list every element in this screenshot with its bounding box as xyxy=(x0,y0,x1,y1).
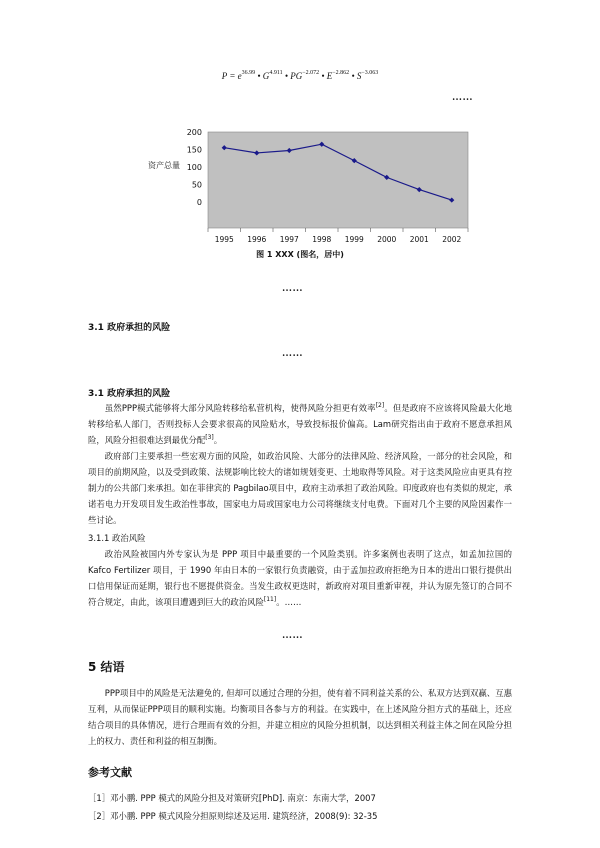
formula-term: • PG xyxy=(282,71,303,81)
body-paragraphs xyxy=(88,685,512,749)
x-tick-label: 2002 xyxy=(442,235,462,244)
asset-chart xyxy=(130,128,475,248)
paragraph: 政府部门主要承担一些宏观方面的风险，如政治风险、大部分的法律风险、经济风险，一部分的社会风险，和项目的前期风险，以及受到政策、法规影响比较大的诸如规划变更、土地取得等风险。对于这类风险应由更具有控制力的公共部门来承担。如在菲律宾的 Pagbilao项目中，政府主动承担了政治风险。印度政府也有类似的规定，承诺若电力开发项目发生政治性事故，国家电力局或国家电力公司将继续支付电费。下面对几个主要的风险因素作一些讨论。 xyxy=(88,451,512,525)
x-tick-label: 1996 xyxy=(247,235,267,244)
subsection-heading: 3.1.1 政治风险 xyxy=(88,533,146,543)
y-tick-label: 200 xyxy=(186,128,202,137)
formula-exp: −2.072 xyxy=(302,70,320,76)
text: 。 xyxy=(213,435,223,445)
citation: [11] xyxy=(263,596,277,603)
x-tick-label: 1997 xyxy=(279,235,299,244)
formula-exp: 4.911 xyxy=(269,70,283,76)
section-heading: 3.1 政府承担的风险 xyxy=(88,323,171,333)
section-heading: 3.1 政府承担的风险 xyxy=(88,389,171,399)
text: 。…… xyxy=(276,597,302,607)
paragraph: PPP项目中的风险是无法避免的, 但却可以通过合理的分担，使有着不同利益关系的公、私双方达到双赢、互惠互利，从而保证PPP项目的顺利实施。均衡项目各参与方的利益。在实践中，在上述风险分担方式的基础上，还应结合项目的具体情况，进行合理而有效的分担，并建立相应的风险分担机制，以达到相关利益主体之间在风险分担上的权力、责任和利益的相互制衡。 xyxy=(88,688,512,746)
ellipsis: …… xyxy=(282,348,303,359)
x-tick-label: 1998 xyxy=(312,235,332,244)
formula-term: • G xyxy=(255,71,270,81)
paragraph xyxy=(88,546,512,610)
text: 。但是政府不应该将风险最大化地转移给私人部门，否则投标人会要求很高的风险贴水，导致投标报价偏高。Lam研究指出由于政府不愿意承担风险，风险分担很难达到最优分配 xyxy=(88,403,513,445)
figure-caption: 图 1 XXX (图名，居中) xyxy=(256,250,344,259)
ellipsis: …… xyxy=(282,283,303,294)
citation: [2] xyxy=(375,402,385,409)
conclusion-heading: 5 结语 xyxy=(88,660,125,674)
x-tick-label: 2001 xyxy=(409,235,429,244)
ellipsis: …… xyxy=(282,630,303,641)
formula-exp: −2.862 xyxy=(332,70,350,76)
risk-formula xyxy=(0,70,600,81)
text: 政治风险被国内外专家认为是 PPP 项目中最重要的一个风险类别。许多案例也表明了这点，如孟加拉国的 Kafco Fertilizer 项目，于 1990 年由日本的一家银行负责融资，由于孟加拉政府拒绝为日本的进出口银行提供出口信用保证而延期，银行也不愿提供资金。当发生政权更迭时，新政府对项目重新审视，并认为原先签订的合同不符合规定，由此，该项目遭遇到巨大的政治风险 xyxy=(88,549,512,607)
x-tick-label: 1999 xyxy=(344,235,364,244)
formula-exp: 36.99 xyxy=(241,70,256,76)
body-paragraphs xyxy=(88,546,512,610)
y-tick-label: 0 xyxy=(196,197,202,207)
x-tick-label: 1995 xyxy=(214,235,234,244)
formula-base: P = e xyxy=(221,71,242,81)
paragraph xyxy=(88,400,512,448)
references-heading: 参考文献 xyxy=(88,766,132,779)
ellipsis: …… xyxy=(452,92,473,103)
chart-svg xyxy=(130,128,475,248)
reference-item: ［2］邓小鹏. PPP 模式风险分担原则综述及运用. 建筑经济，2008(9): 32-35 xyxy=(88,811,378,821)
body-paragraphs xyxy=(88,400,512,528)
text: 虽然PPP模式能够将大部分风险转移给私营机构，使得风险分担更有效率 xyxy=(104,403,376,413)
x-tick-label: 2000 xyxy=(377,235,397,244)
formula-term: • E xyxy=(319,71,333,81)
y-axis-label: 资产总量 xyxy=(148,161,180,170)
formula-term: • S xyxy=(349,71,362,81)
y-tick-label: 100 xyxy=(186,162,202,172)
citation: [3] xyxy=(205,434,214,441)
y-tick-label: 50 xyxy=(191,180,202,190)
y-tick-label: 150 xyxy=(186,145,202,155)
formula-exp: −3.063 xyxy=(361,70,379,76)
plot-area xyxy=(208,132,468,228)
reference-item: ［1］邓小鹏. PPP 模式的风险分担及对策研究[PhD]. 南京：东南大学，2007 xyxy=(88,793,376,803)
